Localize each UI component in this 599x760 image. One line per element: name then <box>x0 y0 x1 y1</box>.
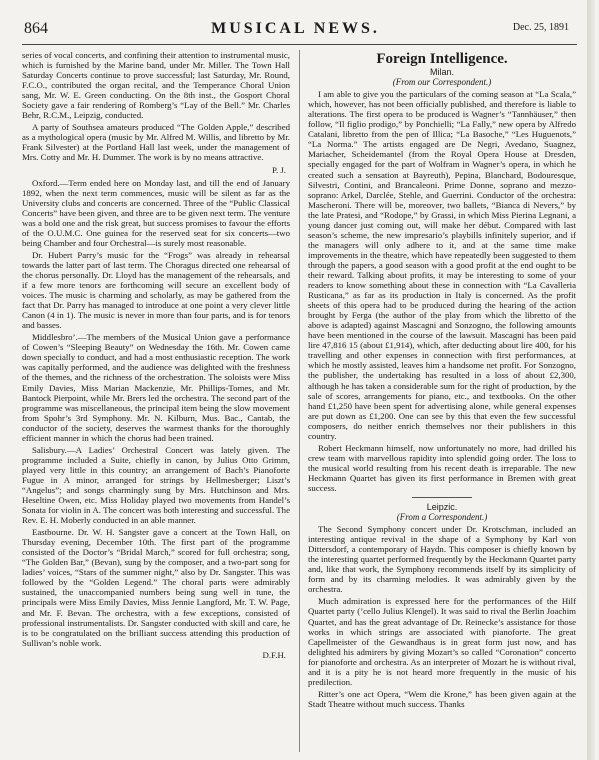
page-header <box>10 18 581 42</box>
article-paragraph: Eastbourne. Dr. W. H. Sangster gave a concert at the Town Hall, on Thursday evening, December 10th. The first part of the programme consisted of the Doctor’s “Bridal March,” scored for full orchestra; song, “The Golden Bar,” (Bevan), sung by the composer, and a two-part song for ladies’ voices, “Stars of the summer night,” also by Dr. Sangster. This was followed by the “Golden Legend.” The choral parts were admirably sustained, the unaccompanied numbers being sung well in tune, the principals were Miss Emily Davies, Miss Jennie Langford, Mr. T. W. Page, and Mr. F. Bevan. The orchestra, with a few exceptions, consisted of professional instrumentalists. Dr. Sangster conducted with skill and care, he is to be congratulated on the brilliant success attending this production of Sullivan’s noble work. <box>22 527 290 648</box>
article-paragraph: Middlesbro’.—The members of the Musical Union gave a performance of Cowen’s “Sleeping Beauty” on Wednesday the 16th. Mr. Cowen came down specially to conduct, and had a most enthusiastic reception. The work was capitally performed, and the audience was delighted with the freshness of the themes, and the richness of the orchestration. The soloists were Miss Emily Davies, Miss Marian Mackenzie, Mr. Phillips-Tomes, and Mr. Bantock Pierpoint, while Mr. Brers led the orchestra. The second part of the programme was miscellaneous, the principal item being the slow movement from Spohr’s 3rd Symphony. Mr. N. Kilburn, Mus. Bac., Cantab, the conductor of the society, deserves the warmest thanks for the thoroughly efficient manner in which the chorus had been trained. <box>22 332 290 443</box>
dateline-city: Leipzic. <box>426 502 458 513</box>
header-rule <box>22 44 577 45</box>
page-number: 864 <box>24 20 48 37</box>
page-edge-shadow <box>587 0 595 760</box>
article-paragraph: The Second Symphony concert under Dr. Krotschman, included an interesting antique revival in the shape of a Symphony by Karl von Dittersdorf, a contemporary of Haydn. This composer is chiefly known by the interesting quartet performed frequently by the Heckmann Quartet party and, like that work, the Symphony recommends itself by its simplicity of form and by its charming melodies. It was admirably given by the orchestra. <box>308 524 576 595</box>
author-signature: D.F.H. <box>262 649 286 660</box>
left-column <box>22 50 290 663</box>
issue-date: Dec. 25, 1891 <box>512 22 569 33</box>
article-paragraph: Dr. Hubert Parry’s music for the “Frogs” was already in rehearsal towards the latter part of last term. The Choragus directed one rehearsal of the chorus personally. Dr. Lloyd has the management of the rehearsals, and if a few more tenors are forthcoming will secure an excellent body of voices. The music is charming and scholarly, as may be gathered from the fact that Dr. Parry has managed to introduce at one point a very clever little Canon (4 in 1). The music is never in more than four parts, and is for tenors and basses. <box>22 249 290 331</box>
correspondent-line: (From our Correspondent.) <box>392 77 492 88</box>
masthead-title: MUSICAL NEWS. <box>211 20 380 37</box>
article-paragraph: Oxford.—Term ended here on Monday last, and till the end of January 1892, when the next term commences, music will be silent as far as the University clubs and concerts are concerned. Three of the “Public Classical Concerts” have been given, and three are to be given next term. The venture was a bold one and the risk great, but success promises to favour the efforts of the O.U.M.C. One guinea for the reserved seat for six concerts—two being Chamber and four Orchestral—is surely most reasonable. <box>22 177 290 248</box>
section-rule <box>412 497 472 498</box>
column-divider <box>299 50 300 752</box>
article-paragraph: Salisbury.—A Ladies’ Orchestral Concert was lately given. The programme included a Suite, chiefly in canon, by Julius Otto Grimm, played very little in this country; an arrangement of Bach’s Pianoforte Fugue in A minor, arranged for strings by Hellmesberger; Liszt’s “Angelus”; and songs charmingly sung by Mrs. Hutchinson and Mrs. Heseltine Owen, etc. Miss Holiday played two movements from Handel’s Sonata for violin in A. The concert was both interesting and successful. The Rev. E. H. Moberly conducted in an able manner. <box>22 444 290 526</box>
article-paragraph: Ritter’s one act Opera, “Wem die Krone,” has been given again at the Stadt Theatre without much success. Thanks <box>308 688 576 709</box>
correspondent-line: (From a Correspondent.) <box>396 512 488 523</box>
section-heading: Foreign Intelligence. <box>376 51 508 67</box>
article-paragraph: series of vocal concerts, and confining their attention to instrumental music, which is furnished by the Marine band, under Mr. Miller. The Town Hall Saturday Concerts continue to prove successful; last Saturday, Mr. Round, F.C.O., contributed the organ recital, and the Temperance Choral Union sang, Mr. W. E. Green conducting. On the 8th inst., the Gosport Choral Society gave a fair rendering of Romberg’s “Lay of the Bell.” Mr. Charles Behr, R.C.M., Leipzig, conducted. <box>22 50 290 121</box>
article-paragraph: Much admiration is expressed here for the performances of the Hilf Quartet party (’cello Julius Klengel). It was said to rival the Berlin Joachim Quartet, and has the great advantage of Dr. Reinecke’s assistance for those works in which strings are associated with pianoforte. The great Capellmeister of the Gewandhaus is in great form just now, and has delighted his admirers by giving Mozart’s so called “Coronation” concerto for pianoforte and orchestra. As an interpreter of Mozart he is without rival, and it is a pity he is not heard more frequently in the music of his predilection. <box>308 596 576 687</box>
article-paragraph: I am able to give you the particulars of the coming season at “La Scala,” which, however, has not been officially published, and therefore is liable to alterations. The first opera to be produced is Wagner’s “Tannhäuser,” then follow, “Il figlio prodigo,” by Ponchielli; “La Fally,” new opera by Alfredo Catalani, libretto from the pen of Illica; “La Basoche,” “Les Huguenots,” “La Norma.” The artists engaged are De Negri, Avedano, Suagnez, Mariacher, Scheidemantel (from the Royal Opera House at Dresden, specially engaged for the part of Wolfram in Wagner’s opera, in which he created such a sensation at Bayreuth), Pepina, Blanchard, Bodouresque, Silvestri, Contini, and Brancaleoni. Prime Donne, soprano and mezzo-soprano: Arkel, Darclée, Stehle, and Guerrini. Conductor of the orchestra: Mascheroni. There will be, moreover, two ballets, “Bianca di Nevers,” by the late Pratesi, and “Rodope,” by Grassi, in which Miss Pierina Legnani, a young dancer just coming out, will make her début. Compared with last season’s scheme, the new impresario’s playbills infinitely superior, and if the managers will only adhere to it, and at the same time make improvements in the theatre, which have repeatedly been suggested to them through the papers, a good season with a good profit at the end ought to be their reward. Talking about profits, it may be interesting to some of your readers to know something about these in connection with “La Cavalleria Rusticana,” as far as its production in Italy is concerned. As the profit sheets of this opera had to be produced during the hearing of the action brought by Ferga (the author of the play from which the libretto of the above is adapted) against Mascagni and Sonzogno, the following amounts have been mentioned in the course of the lawsuit. Mascagni has been paid lire 47,816 15 (about £1,914), which, after deducting about lire 400, for his travelling and other expenses in connection with first performances, at which he mostly assisted, leaves him a handsome net profit. For Sonzogno, the publisher, the undertaking has resulted in a loss of about £2,300, although he has taken a considerable sum for the right of production, by the sale of scores, arrangements for piano, etc., and textbooks. On the other hand £1,250 have been spent for advertising alone, while general expenses are put down as £1,200. One can see by this that even the few successful composers, do neither enrich themselves nor their publishers in this country. <box>308 89 576 441</box>
author-signature: P. J. <box>272 164 286 175</box>
dateline-city: Milan. <box>429 67 454 78</box>
article-paragraph: A party of Southsea amateurs produced “The Golden Apple,” described as a mythological opera (music by Mr. Alfred M. Willis, and libretto by Mr. Frank Silvester) at the Portland Hall last week, under the management of Mrs. Cotty and Mr. H. Dummer. The work is by no means attractive. <box>22 122 290 163</box>
right-column <box>308 50 576 711</box>
article-paragraph: Robert Heckmann himself, now unfortunately no more, had drilled his crew team with marvellous rapidity into splendid going order. The loss to the musical world resulting from his recent death is irreparable. The new Heckmann Quartet has given its first performance in Bremen with great success. <box>308 442 576 493</box>
